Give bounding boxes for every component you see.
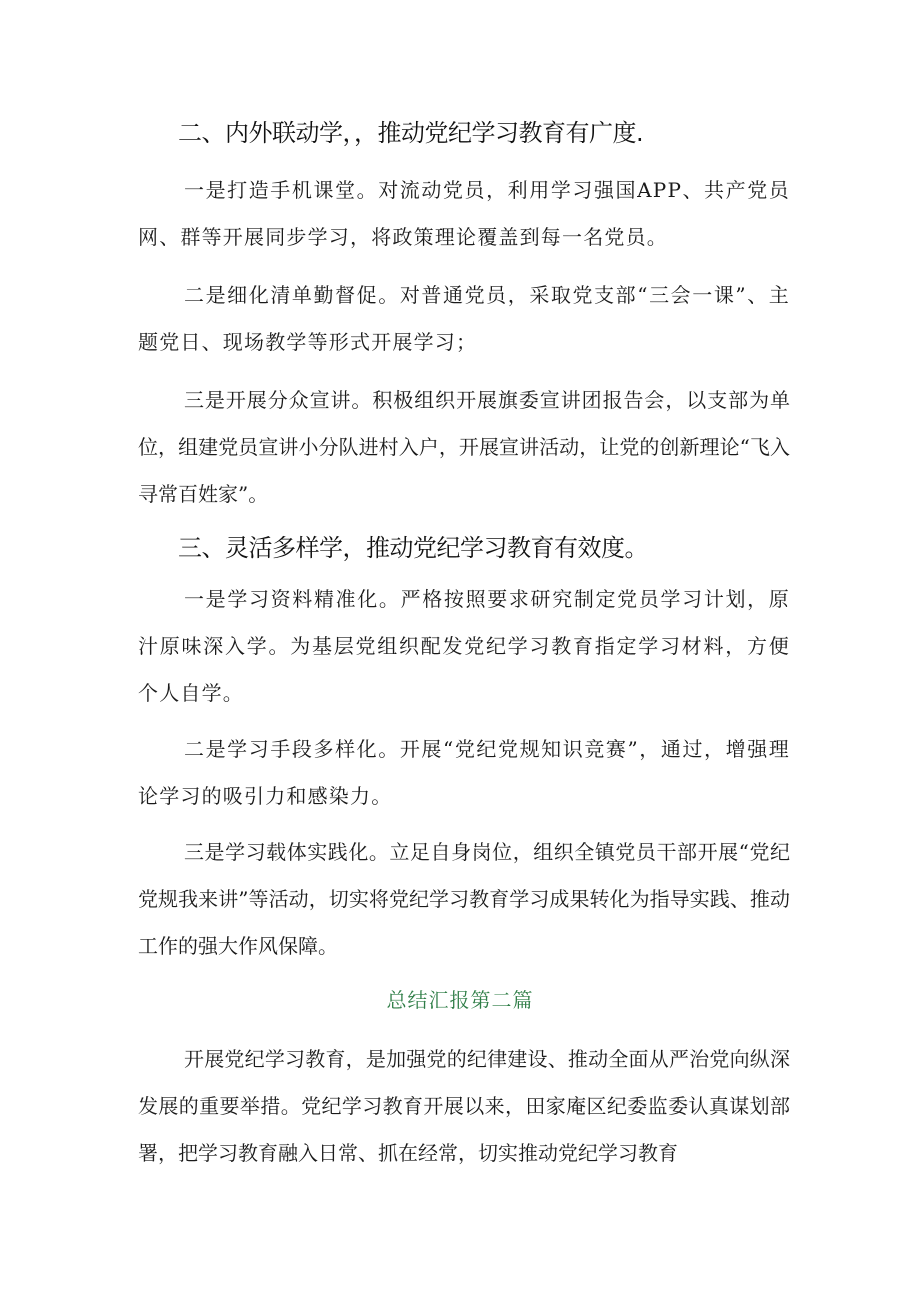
heading-two: 二、内外联动学，，推动党纪学习教育有广度. xyxy=(178,119,644,147)
paragraph-material-precision: 一是学习资料精准化。严格按照要求研究制定党员学习计划，原汁原味深入学。为基层党组织配发党纪学习教育指定学习材料，方便个人自学。 xyxy=(138,587,790,705)
heading-three: 三、灵活多样学，推动党纪学习教育有效度。 xyxy=(178,534,648,562)
paragraph-introduction: 开展党纪学习教育，是加强党的纪律建设、推动全面从严治党向纵深发展的重要举措。党纪学习教育开展以来，田家庵区纪委监委认真谋划部署，把学习教育融入日常、抓在经常，切实推动党纪学习教育 xyxy=(138,1047,790,1165)
paragraph-method-diversity: 二是学习手段多样化。开展“党纪党规知识竞赛”，通过，增强理论学习的吸引力和感染力。 xyxy=(138,737,790,808)
paragraph-checklist-supervision: 二是细化清单勤督促。对普通党员，采取党支部“三会一课”、主题党日、现场教学等形式开展学习； xyxy=(138,283,790,354)
report-title: 总结汇报第二篇 xyxy=(386,988,534,1012)
paragraph-group-lectures: 三是开展分众宣讲。积极组织开展旗委宣讲团报告会，以支部为单位，组建党员宣讲小分队进村入户，开展宣讲活动，让党的创新理论“飞入寻常百姓家”。 xyxy=(138,388,790,506)
paragraph-mobile-classroom: 一是打造手机课堂。对流动党员，利用学习强国APP、共产党员网、群等开展同步学习，将政策理论覆盖到每一名党员。 xyxy=(138,178,790,249)
paragraph-carrier-practice: 三是学习载体实践化。立足自身岗位，组织全镇党员干部开展“党纪党规我来讲”等活动，切实将党纪学习教育学习成果转化为指导实践、推动工作的强大作风保障。 xyxy=(138,840,790,958)
